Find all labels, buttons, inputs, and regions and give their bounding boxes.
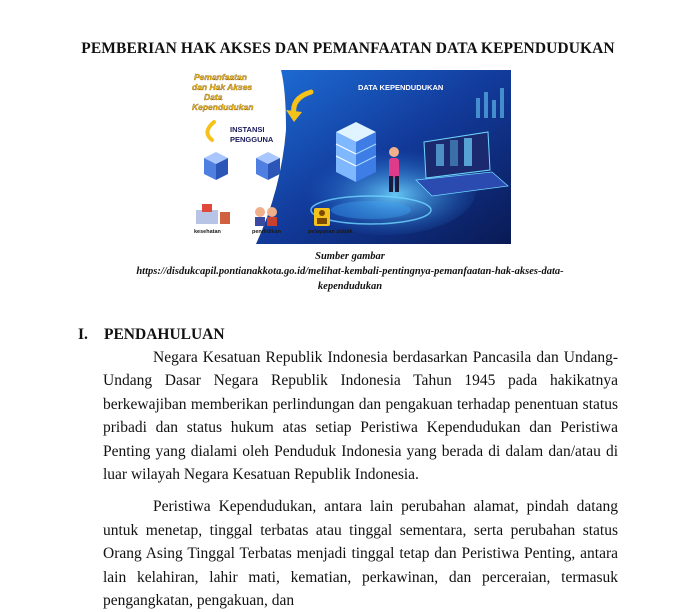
caption-url-line1: https://disdukcapil.pontianakkota.go.id/melihat-kembali-pentingnya-pemanfaatan-hak-akses-data- — [136, 266, 564, 277]
server-cube-icon-2 — [256, 152, 280, 180]
section-heading — [78, 326, 225, 344]
data-kependudukan-label: DATA KEPENDUDUKAN — [358, 83, 444, 92]
caption-url-line2: kependudukan — [317, 281, 383, 292]
document-title: PEMBERIAN HAK AKSES DAN PEMANFAATAN DATA KEPENDUDUKAN — [81, 40, 615, 57]
left-title-line1: Pemanfaatan — [194, 72, 247, 82]
body-text — [103, 346, 618, 612]
instansi-line1: INSTANSI — [230, 125, 265, 134]
left-title-line3: Data — [204, 92, 223, 102]
illustration-figure — [186, 70, 511, 244]
section-title: PENDAHULUAN — [104, 326, 225, 343]
section-number: I. — [78, 326, 88, 343]
instansi-line2: PENGGUNA — [230, 135, 274, 144]
category-labels — [194, 229, 354, 235]
category-label-pelayanan: pelayanan publik — [308, 229, 353, 235]
left-title-line4: Kependudukan — [192, 102, 254, 112]
caption-label: Sumber gambar — [315, 251, 385, 262]
paragraph-1: Negara Kesatuan Republik Indonesia berdasarkan Pancasila dan Undang-Undang Dasar Negara Republik Indonesia Tahun 1945 pada hakikatnya berkewajiban memberikan perlindungan dan pengakuan terhadap penentuan status pribadi dan status hukum atas setiap Peristiwa Kependudukan dan Peristiwa Penting yang dialami oleh Penduduk Indonesia yang berada di dalam dan/atau di luar wilayah Negara Kesatuan Republik Indonesia. — [103, 349, 618, 484]
paragraph-2: Peristiwa Kependudukan, antara lain perubahan alamat, pindah datang untuk menetap, tinggal terbatas atau tinggal sementara, serta perubahan status Orang Asing Tinggal Terbatas menjadi tinggal tetap dan Peristiwa Penting, antara lain kelahiran, lahir mati, kematian, perkawinan, dan perceraian, termasuk pengangkatan, pengakuan, dan — [103, 498, 618, 610]
illustration-svg — [186, 70, 511, 244]
platform-glow — [331, 201, 411, 219]
category-label-kesehatan: kesehatan — [194, 229, 221, 235]
public-service-icon — [314, 208, 330, 226]
category-label-pendidikan: pendidikan — [252, 229, 282, 235]
server-stack-icon — [336, 122, 376, 182]
server-cube-icon-1 — [204, 152, 228, 180]
left-title-line2: dan Hak Akses — [192, 82, 253, 92]
